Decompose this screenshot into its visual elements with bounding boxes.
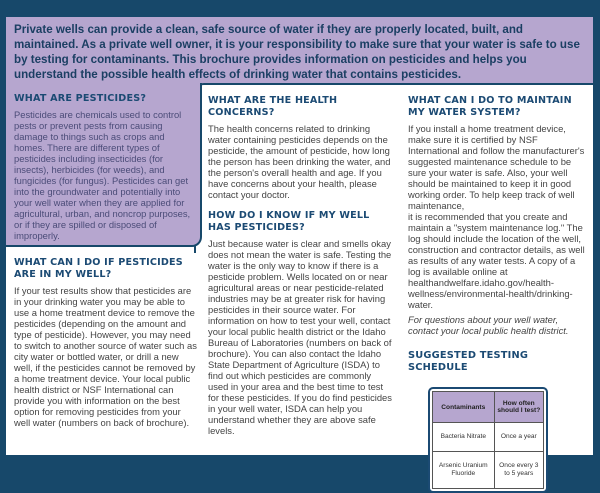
questions-note: For questions about your well water, contact your local public health district.	[408, 314, 569, 336]
health-concerns-heading: WHAT ARE THE HEALTH CONCERNS?	[208, 95, 338, 118]
what-can-i-do-body: If your test results show that pesticides are in your drinking water you may be able to use a home treatment device to remove the pesticides (depending on the amount and type of pesticide). However, you may need to switch to another source of water such as city water or bottled water, or drill a new well, if the pesticides cannot be removed by a home treatment device. Your local public health district or NSF International can provide you with information on the best option for removing pesticides from your well water (numbers on back of brochure).	[14, 285, 197, 428]
what-can-i-do-section	[14, 257, 199, 428]
what-are-pesticides-panel	[6, 83, 202, 247]
table-row	[433, 423, 544, 452]
schedule-heading: SUGGESTED TESTING SCHEDULE	[408, 350, 529, 373]
intro-text: Private wells can provide a clean, safe source of water if they are properly located, built, and maintained. As a private well owner, it is your responsibility to make sure that your water is safe to use by testing for contaminants. This brochure provides information on pesticides and helps you understand the possible health effects of drinking water that contains pesticides.	[14, 23, 580, 81]
contaminants-cell: Bacteria Nitrate	[433, 423, 495, 452]
right-column	[408, 95, 588, 493]
brochure-page	[6, 17, 593, 477]
maintain-heading: WHAT CAN I DO TO MAINTAIN MY WATER SYSTEM?	[408, 95, 572, 118]
maintain-body-1: If you install a home treatment device, make sure it is certified by NSF International and follow the manufacturer's suggested maintenance schedule to be sure your water is safe. Also, your well should be maintained to keep it in good working order. To help keep track of well maintenance,	[408, 123, 585, 211]
divider-rule	[396, 83, 593, 85]
header-frequency: How often should I test?	[494, 392, 543, 423]
table-header-row	[433, 392, 544, 423]
intro-banner	[6, 17, 593, 83]
what-are-pesticides-body: Pesticides are chemicals used to control pests or prevent pests from causing damage to things such as crops and homes. There are different types of pesticides including insecticides (for insects), herbicides (for weeds), and fungicides (for fungus). Pesticides can get into the groundwater and potentially into your well water when they are applied for agricultural, urban, and noncrop purposes, or if they are spilled or disposed of improperly.	[14, 109, 191, 241]
maintain-body-2: it is recommended that you create and maintain a "system maintenance log." The log should include the location of the well, construction and contractor details, as well as results of any water tests. A copy of a log is available online at	[408, 211, 585, 277]
what-can-i-do-heading: WHAT CAN I DO IF PESTICIDES ARE IN MY WELL?	[14, 257, 183, 280]
how-do-i-know-heading: HOW DO I KNOW IF MY WELL HAS PESTICIDES?	[208, 210, 370, 233]
schedule-table	[432, 391, 544, 489]
frequency-cell: Once a year	[494, 423, 543, 452]
center-column	[208, 95, 393, 436]
table-row	[433, 452, 544, 489]
how-do-i-know-body: Just because water is clear and smells okay does not mean the water is safe. Testing the water is the only way to know if there is a pesticide problem. Wells located on or near agricultural areas or near pesticide-related industries may be at greater risk for having pesticides in their source water. For information on how to test your well, contact your local public health district or the Idaho Bureau of Laboratories (numbers on back of brochure). You can also contact the Idaho State Department of Agriculture (ISDA) to find out which pesticides are commonly used in your area and the best time to test for these pesticides. If you do find pesticides in your well water, ISDA can help you understand whether they are above safe levels.	[208, 238, 392, 436]
what-are-pesticides-heading: WHAT ARE PESTICIDES?	[14, 93, 147, 104]
frequency-cell: Once every 3 to 5 years	[494, 452, 543, 489]
header-contaminants: Contaminants	[433, 392, 495, 423]
maintenance-log-link[interactable]: healthandwelfare.idaho.gov/health-wellness/environmental-health/drinking-water.	[408, 277, 573, 310]
contaminants-cell: Arsenic Uranium Fluoride	[433, 452, 495, 489]
health-concerns-body: The health concerns related to drinking water containing pesticides depends on the pesticide, the amount of pesticide, how long the person has been drinking the water, and the person's overall health and age. If you have concerns about your health, please contact your doctor.	[208, 123, 391, 200]
schedule-table-frame	[428, 387, 548, 493]
